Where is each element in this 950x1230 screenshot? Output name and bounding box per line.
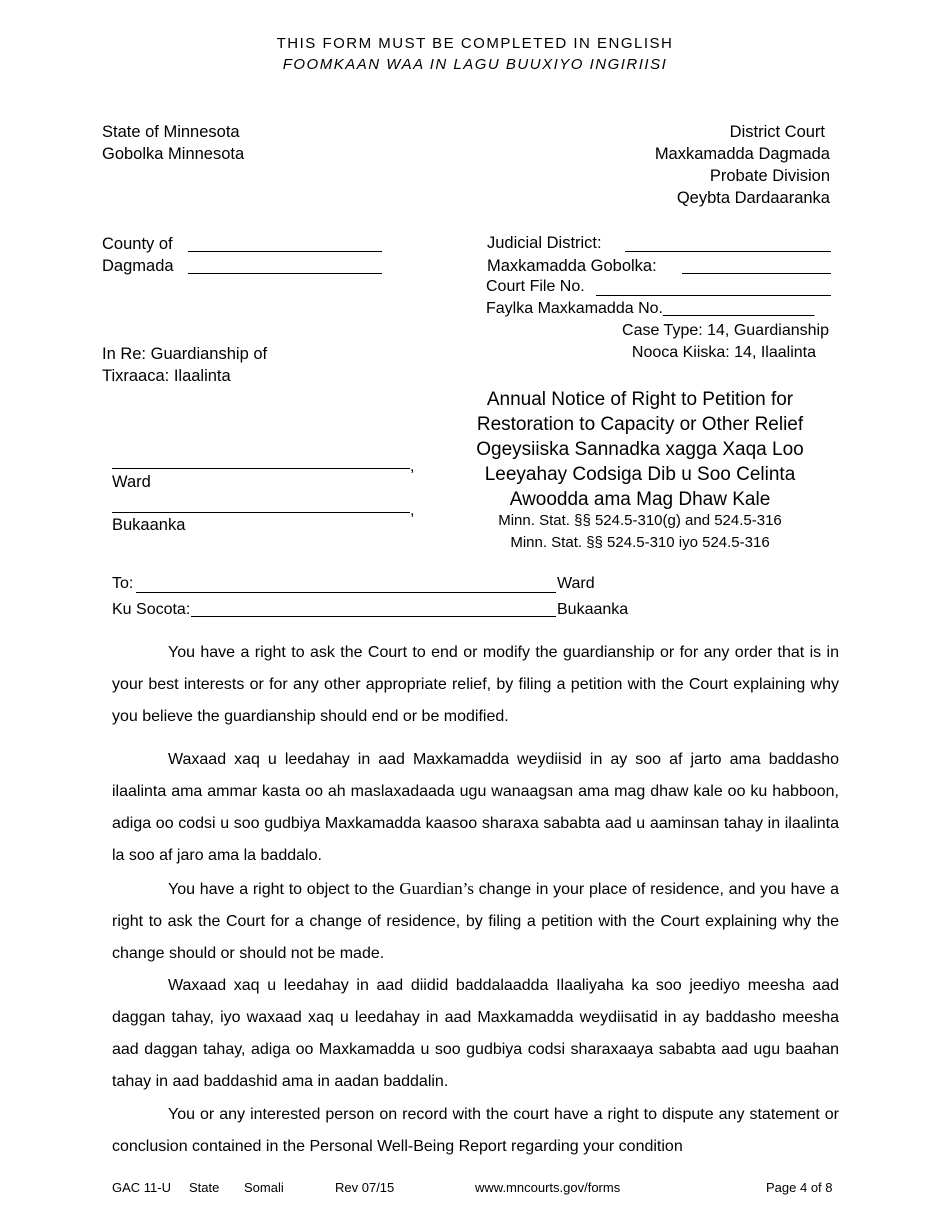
- paragraph-right-to-petition: You have a right to ask the Court to end or modify the guardianship or for any order that is in your best interests or for any other appropriate relief, by filing a petition with the Court explaining why you believe the guardianship should end or be modified.: [112, 644, 839, 725]
- judicial-district-field-somali[interactable]: [682, 273, 831, 274]
- case-type: Case Type: 14, Guardianship: [622, 322, 829, 339]
- judicial-district-label: Judicial District:: [487, 234, 602, 252]
- to-field[interactable]: [136, 592, 556, 593]
- statute-citation-somali: Minn. Stat. §§ 524.5-310 iyo 524.5-316: [510, 534, 770, 551]
- footer-form-id: GAC 11-U: [112, 1180, 171, 1195]
- in-re-label: In Re: Guardianship of: [102, 345, 268, 363]
- guardian-term: Guardian’s: [399, 879, 474, 898]
- paragraph-right-to-petition-somali: Waxaad xaq u leedahay in aad Maxkamadda weydiisid in ay soo af jarto ama baddasho ilaalinta ama ammar kasta oo ah maslaxadaada ugu wanaagsan ama mag dhaw kale oo ku habboon, adiga oo codsi u soo gudbiya Maxkamadda kaasoo sharaxa sababta aad u aaminsan tahay in ilaalinta la soo af jaro ama la baddalo.: [112, 751, 839, 864]
- in-re-label-somali: Tixraaca: Ilaalinta: [102, 367, 231, 385]
- ward-label-somali: Bukaanka: [112, 516, 186, 534]
- to-ward-label-somali: Bukaanka: [557, 601, 629, 618]
- court-label-somali: Maxkamadda Dagmada: [654, 145, 830, 163]
- division-label: Probate Division: [709, 167, 830, 185]
- court-file-label: Court File No.: [486, 278, 585, 295]
- footer-language: Somali: [244, 1180, 284, 1195]
- judicial-district-field[interactable]: [625, 251, 831, 252]
- county-field-somali[interactable]: [188, 273, 382, 274]
- to-field-somali[interactable]: [191, 616, 556, 617]
- comma: ,: [410, 458, 415, 475]
- ward-label: Ward: [112, 473, 151, 491]
- paragraph-text: change in your place of residence, and you have a right to ask the Court for a change of residence, by filing a petition with the Court explaining why the change should or should not be made.: [112, 881, 839, 962]
- comma: ,: [410, 502, 415, 519]
- court-file-label-somali: Faylka Maxkamadda No._________________: [486, 300, 815, 317]
- footer-page-number: Page 4 of 8: [766, 1180, 833, 1195]
- case-type-somali: Nooca Kiiska: 14, Ilaalinta: [631, 344, 816, 361]
- to-label: To:: [112, 575, 134, 592]
- paragraph-right-to-object-somali: Waxaad xaq u leedahay in aad diidid baddalaadda Ilaaliyaha ka soo jeediyo meesha aad daggan tahay, iyo waxaad xaq u leedahay in aad Maxkamadda weydiisatid in ay baddasho meesha aad daggan tahay, adiga oo Maxkamadda u soo gudbiya codsi sharaxaaya sababta aad ugu baahan tahay in aad baddashid ama in aadan baddalin.: [112, 977, 839, 1090]
- to-label-somali: Ku Socota:: [112, 601, 191, 618]
- document-title-line-4: Leeyahay Codsiga Dib u Soo Celinta: [484, 464, 796, 485]
- judicial-district-label-somali: Maxkamadda Gobolka:: [487, 257, 657, 275]
- form-language-notice: THIS FORM MUST BE COMPLETED IN ENGLISH: [276, 35, 674, 52]
- document-title-line-2: Restoration to Capacity or Other Relief: [476, 414, 804, 435]
- footer-revision: Rev 07/15: [335, 1180, 395, 1195]
- form-language-notice-somali: FOOMKAAN WAA IN LAGU BUUXIYO INGIRIISI: [282, 56, 668, 73]
- paragraph-text: You have a right to object to the: [168, 881, 400, 898]
- ward-name-field-somali[interactable]: [112, 512, 410, 513]
- statute-citation: Minn. Stat. §§ 524.5-310(g) and 524.5-316: [498, 512, 782, 529]
- document-title-line-3: Ogeysiiska Sannadka xagga Xaqa Loo: [476, 439, 804, 460]
- footer-url[interactable]: www.mncourts.gov/forms: [475, 1180, 621, 1195]
- footer-state: State: [189, 1180, 220, 1195]
- to-ward-label: Ward: [557, 575, 595, 592]
- document-title-line-1: Annual Notice of Right to Petition for: [486, 389, 794, 410]
- court-label: District Court: [729, 123, 825, 141]
- county-field[interactable]: [188, 251, 382, 252]
- ward-name-field[interactable]: [112, 468, 410, 469]
- court-file-field[interactable]: [596, 295, 831, 296]
- county-label-somali: Dagmada: [102, 257, 174, 275]
- paragraph-right-to-dispute: You or any interested person on record with the court have a right to dispute any statement or conclusion contained in the Personal Well-Being Report regarding your condition: [112, 1106, 839, 1155]
- division-label-somali: Qeybta Dardaaranka: [676, 189, 830, 207]
- document-title-line-5: Awoodda ama Mag Dhaw Kale: [509, 489, 771, 510]
- county-label: County of: [102, 235, 173, 253]
- state-label-somali: Gobolka Minnesota: [102, 145, 245, 163]
- paragraph-right-to-object: [112, 873, 839, 970]
- state-label: State of Minnesota: [102, 123, 240, 141]
